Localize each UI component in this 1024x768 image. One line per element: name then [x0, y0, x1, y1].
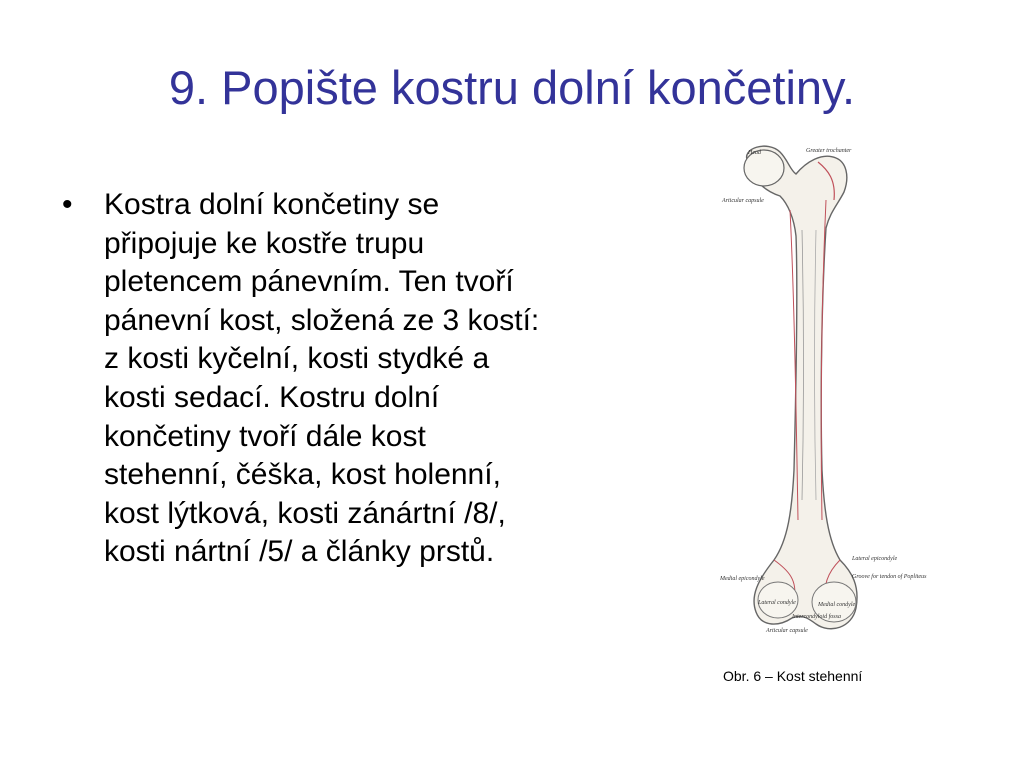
label-head: Head — [748, 150, 761, 156]
bullet-line: stehenní, čéška, kost holenní, — [104, 458, 501, 492]
bullet-item — [60, 186, 700, 572]
label-trochanter: Greater trochanter — [806, 148, 852, 154]
bullet-line: kost lýtková, kosti zánártní /8/, — [104, 496, 506, 530]
femur-illustration — [718, 140, 927, 640]
figure-caption: Obr. 6 – Kost stehenní — [723, 668, 863, 684]
label-capsule-bottom: Articular capsule — [766, 628, 808, 634]
bullet-line: kosti nártní /5/ a články prstů. — [104, 535, 495, 569]
bullet-line: kosti sedací. Kostru dolní — [104, 380, 440, 414]
label-lateral-epicondyle: Lateral epicondyle — [852, 556, 898, 562]
bullet-marker: • — [62, 188, 73, 221]
femur-drawing — [718, 140, 927, 640]
bullet-line: končetiny tvoří dále kost — [104, 419, 426, 453]
label-groove: Groove for tendon of Popliteus — [852, 574, 927, 580]
label-medial-condyle: Medial condyle — [818, 602, 856, 608]
slide-title: 9. Popište kostru dolní končetiny. — [168, 61, 856, 114]
label-intercondyloid: Intercondyloid fossa — [792, 614, 841, 620]
bullet-text — [104, 186, 700, 572]
label-lateral-condyle: Lateral condyle — [758, 600, 796, 606]
bullet-line: připojuje ke kostře trupu — [104, 226, 425, 260]
femur-bone-shape — [747, 146, 857, 629]
bullet-line: Kostra dolní končetiny se — [104, 188, 440, 221]
label-capsule-top: Articular capsule — [722, 198, 764, 204]
label-medial-epicondyle: Medial epicondyle — [720, 576, 765, 582]
bullet-line: pánevní kost, složená ze 3 kostí: — [104, 303, 540, 337]
bullet-line: pletencem pánevním. Ten tvoří — [104, 265, 514, 299]
bullet-list — [60, 186, 700, 572]
bullet-line: z kosti kyčelní, kosti stydké a — [104, 342, 490, 376]
